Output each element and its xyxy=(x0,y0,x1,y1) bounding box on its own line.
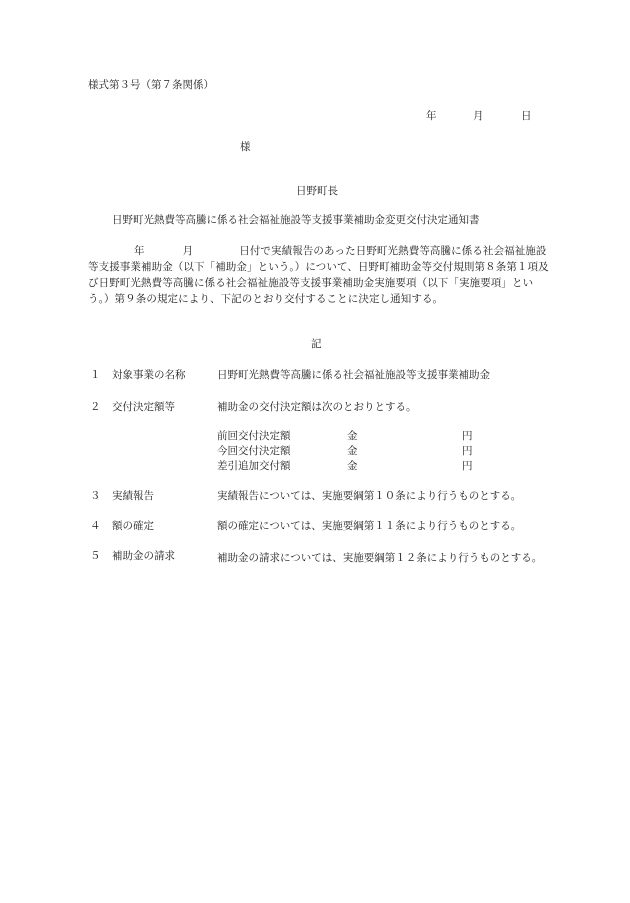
document-title: 日野町光熱費等高騰に係る社会福祉施設等支援事業補助金変更交付決定通知書 xyxy=(112,214,480,226)
item-content: 額の確定については、実施要綱第１１条により行うものとする。 xyxy=(217,520,522,532)
amount-label: 今回交付決定額 xyxy=(217,445,291,457)
item-number: ５ xyxy=(90,550,101,562)
item-number: ３ xyxy=(90,490,101,502)
amount-yen: 円 xyxy=(462,445,473,457)
amount-row xyxy=(217,431,517,443)
item-content: 補助金の請求については、実施要綱第１２条により行うものとする。 xyxy=(217,552,543,564)
amount-label: 差引追加交付額 xyxy=(217,460,291,472)
body-paragraph xyxy=(88,243,550,307)
item-label: 実績報告 xyxy=(112,490,154,502)
body-year: 年 xyxy=(134,245,145,257)
amount-row xyxy=(217,446,517,458)
amount-kin: 金 xyxy=(347,445,358,457)
item-label: 対象事業の名称 xyxy=(112,369,186,381)
amount-yen: 円 xyxy=(462,460,473,472)
amount-label: 前回交付決定額 xyxy=(217,430,291,442)
item-content: 実績報告については、実施要綱第１０条により行うものとする。 xyxy=(217,490,522,502)
addressee-suffix: 様 xyxy=(240,141,251,153)
item-content: 日野町光熱費等高騰に係る社会福祉施設等支援事業補助金 xyxy=(217,369,490,381)
item-number: ２ xyxy=(90,401,101,413)
form-number: 様式第３号（第７条関係） xyxy=(88,79,214,91)
issuer: 日野町長 xyxy=(296,185,338,197)
item-label: 補助金の請求 xyxy=(112,550,175,562)
amount-row xyxy=(217,461,517,473)
item-label: 額の確定 xyxy=(112,520,154,532)
body-month: 月 xyxy=(182,245,194,257)
date-month: 月 xyxy=(473,110,484,122)
item-number: １ xyxy=(90,369,101,381)
item-label: 交付決定額等 xyxy=(112,401,175,413)
item-content: 補助金の交付決定額は次のとおりとする。 xyxy=(217,401,417,413)
amount-kin: 金 xyxy=(347,460,358,472)
amount-yen: 円 xyxy=(462,430,473,442)
ki-marker: 記 xyxy=(311,338,322,350)
body-text: 日付で実績報告のあった日野町光熱費等高騰に係る社会福祉施設等支援事業補助金（以下「補助金」という。）について、日野町補助金等交付規則第８条第１項及び日野町光熱費等高騰に係る社会福祉施設等支援事業補助金実施要項（以下「実施要項」という。）第９条の規定により、下記のとおり交付することに決定し通知する。 xyxy=(88,245,549,305)
date-day: 日 xyxy=(521,110,532,122)
amount-kin: 金 xyxy=(347,430,358,442)
date-year: 年 xyxy=(426,110,437,122)
item-number: ４ xyxy=(90,520,101,532)
